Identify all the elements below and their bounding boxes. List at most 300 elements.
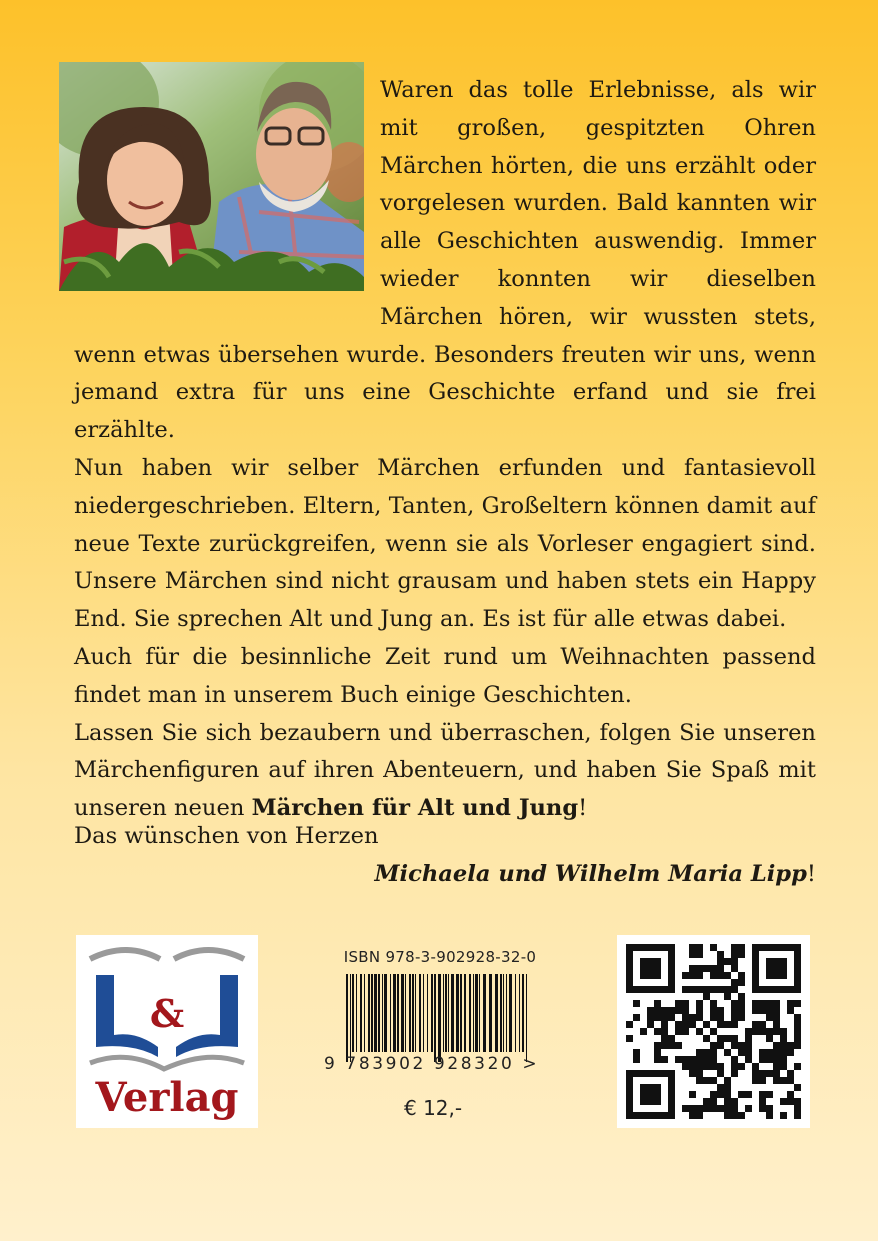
qr-module <box>661 1007 668 1014</box>
qr-module <box>773 1042 780 1049</box>
qr-module <box>794 1042 801 1049</box>
qr-module <box>682 1021 689 1028</box>
qr-module <box>787 1077 794 1084</box>
qr-module <box>759 1049 766 1056</box>
barcode-bar <box>479 974 480 1052</box>
qr-module <box>661 1042 668 1049</box>
qr-module <box>752 1070 759 1077</box>
qr-module <box>724 1084 731 1091</box>
barcode-bar <box>456 974 459 1052</box>
qr-module <box>731 1035 738 1042</box>
barcode-bar <box>368 974 370 1052</box>
qr-module <box>668 1035 675 1042</box>
barcode-bar <box>382 974 383 1052</box>
barcode-bar <box>469 974 471 1052</box>
qr-module <box>773 1000 780 1007</box>
qr-module <box>794 1028 801 1035</box>
qr-module <box>780 1035 787 1042</box>
qr-module <box>710 944 717 951</box>
barcode-digits: 9 783902 928320 > <box>324 1054 540 1074</box>
qr-module <box>696 1070 703 1077</box>
qr-module <box>640 1028 647 1035</box>
qr-module <box>731 1007 738 1014</box>
qr-module <box>710 1091 717 1098</box>
qr-module <box>738 1063 745 1070</box>
blurb-paragraph-4-end: ! <box>578 795 588 822</box>
back-cover-blurb <box>74 72 816 828</box>
qr-module <box>731 951 738 958</box>
qr-module <box>738 993 745 1000</box>
qr-module <box>759 1077 766 1084</box>
qr-module <box>703 1021 710 1028</box>
barcode-bar <box>434 974 436 1062</box>
qr-module <box>661 1014 668 1021</box>
qr-module <box>752 1000 759 1007</box>
qr-module <box>745 1056 752 1063</box>
qr-module <box>787 1091 794 1098</box>
blurb-paragraph-1: Waren das tolle Erlebnisse, als wir mit großen, gespitzten Ohren Märchen hörten, die uns erzählt oder vorgelesen wurden. Bald kannten wir alle Geschichten auswendig. Immer wieder konnten wir dieselben Märchen hören, wir wussten stets, wenn etwas übersehen wurde. Besonders freuten wir uns, wenn jemand extra für uns eine Geschichte erfand und sie frei erzählte. <box>74 77 816 444</box>
qr-module <box>647 1007 654 1014</box>
qr-module <box>738 1007 745 1014</box>
qr-module <box>710 1014 717 1021</box>
barcode-bar <box>483 974 486 1052</box>
qr-module <box>794 1098 801 1105</box>
qr-module <box>696 1056 703 1063</box>
qr-module <box>724 1049 731 1056</box>
qr-module <box>731 1063 738 1070</box>
qr-module <box>661 1028 668 1035</box>
qr-module <box>738 1049 745 1056</box>
qr-code <box>617 935 810 1128</box>
qr-module <box>661 1056 668 1063</box>
qr-module <box>689 1014 696 1021</box>
qr-module <box>703 1098 710 1105</box>
barcode-bar <box>384 974 387 1052</box>
qr-module <box>654 1056 661 1063</box>
qr-module <box>668 1007 675 1014</box>
qr-module <box>724 1105 731 1112</box>
qr-module <box>696 1000 703 1007</box>
qr-module <box>759 1007 766 1014</box>
barcode-bar <box>374 974 377 1052</box>
barcode-bar <box>451 974 454 1052</box>
qr-module <box>717 1035 724 1042</box>
qr-module <box>703 1056 710 1063</box>
qr-module <box>738 951 745 958</box>
photo-wrap-spacer <box>74 72 380 299</box>
qr-module <box>689 1021 696 1028</box>
qr-module <box>773 1007 780 1014</box>
barcode-bar <box>445 974 447 1052</box>
barcode-bar <box>412 974 414 1052</box>
qr-module <box>766 1014 773 1021</box>
qr-module <box>703 986 710 993</box>
qr-module <box>731 958 738 965</box>
barcode-bar <box>522 974 524 1052</box>
qr-module <box>710 986 717 993</box>
qr-module <box>689 1070 696 1077</box>
qr-module <box>675 1000 682 1007</box>
isbn-label: ISBN 978-3-902928-32-0 <box>343 948 537 966</box>
qr-module <box>717 1063 724 1070</box>
qr-module <box>696 951 703 958</box>
qr-module <box>682 1007 689 1014</box>
qr-module <box>787 1000 794 1007</box>
qr-module <box>752 1021 759 1028</box>
qr-module <box>654 1000 661 1007</box>
qr-module <box>717 1014 724 1021</box>
barcode-bar <box>464 974 466 1052</box>
qr-module <box>731 1070 738 1077</box>
qr-module <box>759 1021 766 1028</box>
qr-module <box>738 1112 745 1119</box>
qr-module <box>794 1105 801 1112</box>
barcode-bar <box>356 974 357 1052</box>
qr-module <box>696 1049 703 1056</box>
qr-module <box>633 1000 640 1007</box>
barcode-bars <box>344 974 534 1062</box>
qr-module <box>794 1035 801 1042</box>
qr-module <box>766 1028 773 1035</box>
qr-module <box>654 1049 661 1056</box>
qr-module <box>787 1007 794 1014</box>
qr-module <box>717 986 724 993</box>
qr-module <box>703 965 710 972</box>
qr-module <box>633 1014 640 1021</box>
qr-module <box>696 986 703 993</box>
qr-module <box>759 1028 766 1035</box>
qr-module <box>766 1056 773 1063</box>
qr-module <box>780 1098 787 1105</box>
qr-module <box>682 1014 689 1021</box>
qr-module <box>689 1056 696 1063</box>
qr-module <box>738 972 745 979</box>
qr-module <box>766 1049 773 1056</box>
qr-module <box>731 1105 738 1112</box>
qr-module <box>724 1021 731 1028</box>
barcode-bar <box>364 974 365 1052</box>
qr-module <box>654 1028 661 1035</box>
qr-module <box>682 986 689 993</box>
qr-module <box>696 1112 703 1119</box>
logo-wordmark: Verlag <box>95 1074 239 1121</box>
qr-module <box>738 1014 745 1021</box>
barcode-bar <box>509 974 512 1052</box>
qr-module <box>668 1042 675 1049</box>
qr-module <box>717 1042 724 1049</box>
qr-module <box>633 1049 640 1056</box>
qr-module <box>780 1056 787 1063</box>
qr-module <box>696 944 703 951</box>
qr-module <box>773 1028 780 1035</box>
qr-module <box>626 1035 633 1042</box>
qr-module <box>717 1007 724 1014</box>
qr-module <box>703 1105 710 1112</box>
author-signature <box>375 856 817 893</box>
barcode-bar <box>443 974 444 1052</box>
qr-module <box>689 972 696 979</box>
barcode-bar <box>503 974 504 1052</box>
qr-module <box>717 1105 724 1112</box>
barcode-bar <box>526 974 527 1062</box>
logo-book-arc-left <box>90 950 160 959</box>
qr-module <box>661 1035 668 1042</box>
qr-module <box>710 1077 717 1084</box>
barcode-bar <box>519 974 520 1052</box>
qr-module <box>647 1014 654 1021</box>
qr-module <box>710 1105 717 1112</box>
qr-module <box>682 1105 689 1112</box>
qr-module <box>745 1049 752 1056</box>
qr-module <box>710 1028 717 1035</box>
qr-module <box>731 1112 738 1119</box>
barcode-bar <box>473 974 474 1052</box>
qr-module <box>696 972 703 979</box>
qr-module <box>766 1091 773 1098</box>
qr-module <box>710 1042 717 1049</box>
qr-module <box>731 1000 738 1007</box>
barcode-bar <box>360 974 362 1052</box>
qr-module <box>710 1063 717 1070</box>
qr-module <box>717 958 724 965</box>
qr-module <box>710 1007 717 1014</box>
logo-book-arc-right <box>174 950 244 959</box>
qr-module <box>696 1105 703 1112</box>
qr-module <box>731 1021 738 1028</box>
qr-module <box>654 1007 661 1014</box>
qr-module <box>731 1056 738 1063</box>
qr-module <box>766 1007 773 1014</box>
qr-module <box>731 1098 738 1105</box>
qr-module <box>703 1049 710 1056</box>
qr-module <box>682 1063 689 1070</box>
qr-module <box>696 1014 703 1021</box>
qr-module <box>766 1000 773 1007</box>
closing-line: Das wünschen von Herzen <box>74 823 379 849</box>
qr-module <box>752 1077 759 1084</box>
qr-module <box>787 1098 794 1105</box>
qr-module <box>717 951 724 958</box>
qr-module <box>696 965 703 972</box>
qr-module <box>780 1028 787 1035</box>
qr-module <box>759 1091 766 1098</box>
qr-module <box>773 1014 780 1021</box>
qr-module <box>787 1049 794 1056</box>
qr-module <box>731 1042 738 1049</box>
qr-module <box>780 1112 787 1119</box>
qr-module <box>738 1091 745 1098</box>
blurb-paragraph-3: Auch für die besinnliche Zeit rund um Weihnachten passend findet man in unserem Buch einige Geschichten. <box>74 643 816 708</box>
qr-module <box>724 986 731 993</box>
qr-module <box>675 1042 682 1049</box>
barcode-bar <box>350 974 351 1062</box>
qr-module <box>794 1014 801 1021</box>
qr-module <box>773 1056 780 1063</box>
qr-module <box>710 1000 717 1007</box>
qr-module <box>696 1063 703 1070</box>
qr-module <box>710 1056 717 1063</box>
qr-finder-center <box>766 958 787 979</box>
qr-module <box>682 1000 689 1007</box>
qr-module <box>675 1007 682 1014</box>
barcode-bar <box>475 974 478 1052</box>
barcode-bar <box>397 974 399 1052</box>
barcode-bar <box>390 974 391 1052</box>
qr-module <box>724 993 731 1000</box>
qr-module <box>703 1063 710 1070</box>
qr-module <box>689 951 696 958</box>
qr-module <box>724 1035 731 1042</box>
qr-module <box>696 1077 703 1084</box>
barcode-bar <box>489 974 492 1052</box>
barcode-bar <box>500 974 502 1052</box>
qr-module <box>717 972 724 979</box>
qr-module <box>787 1070 794 1077</box>
qr-module <box>654 1014 661 1021</box>
qr-module <box>689 965 696 972</box>
qr-module <box>724 1098 731 1105</box>
qr-module <box>752 1007 759 1014</box>
publisher-logo <box>76 935 258 1128</box>
qr-module <box>738 1042 745 1049</box>
qr-module <box>689 1105 696 1112</box>
barcode-bar <box>515 974 516 1052</box>
qr-module <box>759 1056 766 1063</box>
qr-module <box>745 1042 752 1049</box>
qr-module <box>689 1112 696 1119</box>
barcode-block <box>318 944 558 1124</box>
qr-module <box>752 1063 759 1070</box>
qr-module <box>745 1105 752 1112</box>
qr-module <box>759 1098 766 1105</box>
qr-module <box>766 1105 773 1112</box>
qr-module <box>626 1021 633 1028</box>
logo-book-right <box>176 975 238 1057</box>
barcode-bar <box>378 974 380 1052</box>
qr-module <box>689 1063 696 1070</box>
qr-module <box>731 986 738 993</box>
book-title-emphasis: Märchen für Alt und Jung <box>251 795 579 822</box>
barcode-bar <box>371 974 373 1052</box>
qr-module <box>773 1049 780 1056</box>
qr-finder-center <box>640 1084 661 1105</box>
barcode-bar <box>431 974 433 1052</box>
qr-module <box>689 1091 696 1098</box>
qr-module <box>710 1098 717 1105</box>
qr-module <box>766 1035 773 1042</box>
price-label: € 12,- <box>404 1096 463 1120</box>
qr-module <box>724 958 731 965</box>
qr-module <box>794 1084 801 1091</box>
qr-module <box>724 1112 731 1119</box>
qr-module <box>773 1063 780 1070</box>
qr-module <box>766 1112 773 1119</box>
qr-module <box>717 1084 724 1091</box>
qr-module <box>794 1112 801 1119</box>
qr-module <box>668 1014 675 1021</box>
barcode-bar <box>409 974 411 1052</box>
qr-module <box>661 1021 668 1028</box>
qr-module <box>773 1070 780 1077</box>
qr-module <box>731 965 738 972</box>
barcode-bar <box>401 974 404 1052</box>
qr-module <box>710 965 717 972</box>
qr-module <box>675 1056 682 1063</box>
qr-finder-center <box>640 958 661 979</box>
qr-module <box>682 1028 689 1035</box>
signature-end: ! <box>806 861 816 887</box>
qr-module <box>780 1049 787 1056</box>
qr-module <box>717 1070 724 1077</box>
barcode-bar <box>506 974 507 1052</box>
qr-module <box>710 972 717 979</box>
qr-module <box>633 1056 640 1063</box>
qr-module <box>717 965 724 972</box>
qr-module <box>787 1042 794 1049</box>
qr-module <box>696 1007 703 1014</box>
qr-module <box>738 944 745 951</box>
qr-module <box>745 1091 752 1098</box>
blurb-paragraph-4 <box>74 715 816 828</box>
qr-module <box>738 1000 745 1007</box>
qr-module <box>759 1000 766 1007</box>
blurb-paragraph-4-text: Lassen Sie sich bezaubern und überraschen, folgen Sie unseren Märchenfiguren auf ihren Abenteuern, und haben Sie Spaß mit unseren neuen <box>74 719 816 822</box>
qr-module <box>724 1091 731 1098</box>
qr-module <box>647 1021 654 1028</box>
qr-module <box>766 1070 773 1077</box>
logo-book-bottom <box>90 1057 244 1069</box>
qr-module <box>703 993 710 1000</box>
barcode-bar <box>352 974 354 1052</box>
qr-module <box>745 1035 752 1042</box>
qr-module <box>675 1028 682 1035</box>
qr-module <box>780 1077 787 1084</box>
barcode-bar <box>423 974 424 1052</box>
qr-module <box>717 1021 724 1028</box>
qr-module <box>689 944 696 951</box>
qr-module <box>675 1021 682 1028</box>
qr-module <box>696 1028 703 1035</box>
qr-module <box>682 972 689 979</box>
qr-module <box>759 1070 766 1077</box>
barcode-bar <box>346 974 348 1062</box>
logo-ampersand: & <box>149 991 185 1036</box>
qr-module <box>731 979 738 986</box>
qr-module <box>654 1042 661 1049</box>
qr-module <box>780 1063 787 1070</box>
qr-module <box>724 972 731 979</box>
qr-module <box>731 944 738 951</box>
qr-module <box>710 1049 717 1056</box>
barcode-bar <box>495 974 498 1052</box>
qr-module <box>759 1105 766 1112</box>
author-names: Michaela und Wilhelm Maria Lipp <box>374 861 807 887</box>
qr-module <box>689 986 696 993</box>
qr-module <box>794 1000 801 1007</box>
barcode-bar <box>460 974 462 1052</box>
qr-module <box>703 1035 710 1042</box>
barcode-bar <box>427 974 428 1052</box>
qr-module <box>703 1077 710 1084</box>
qr-module <box>752 1028 759 1035</box>
barcode-bar <box>393 974 396 1052</box>
barcode-bar <box>415 974 416 1052</box>
qr-module <box>745 1028 752 1035</box>
qr-module <box>773 1021 780 1028</box>
qr-module <box>780 1042 787 1049</box>
qr-module <box>717 1091 724 1098</box>
qr-module <box>738 979 745 986</box>
